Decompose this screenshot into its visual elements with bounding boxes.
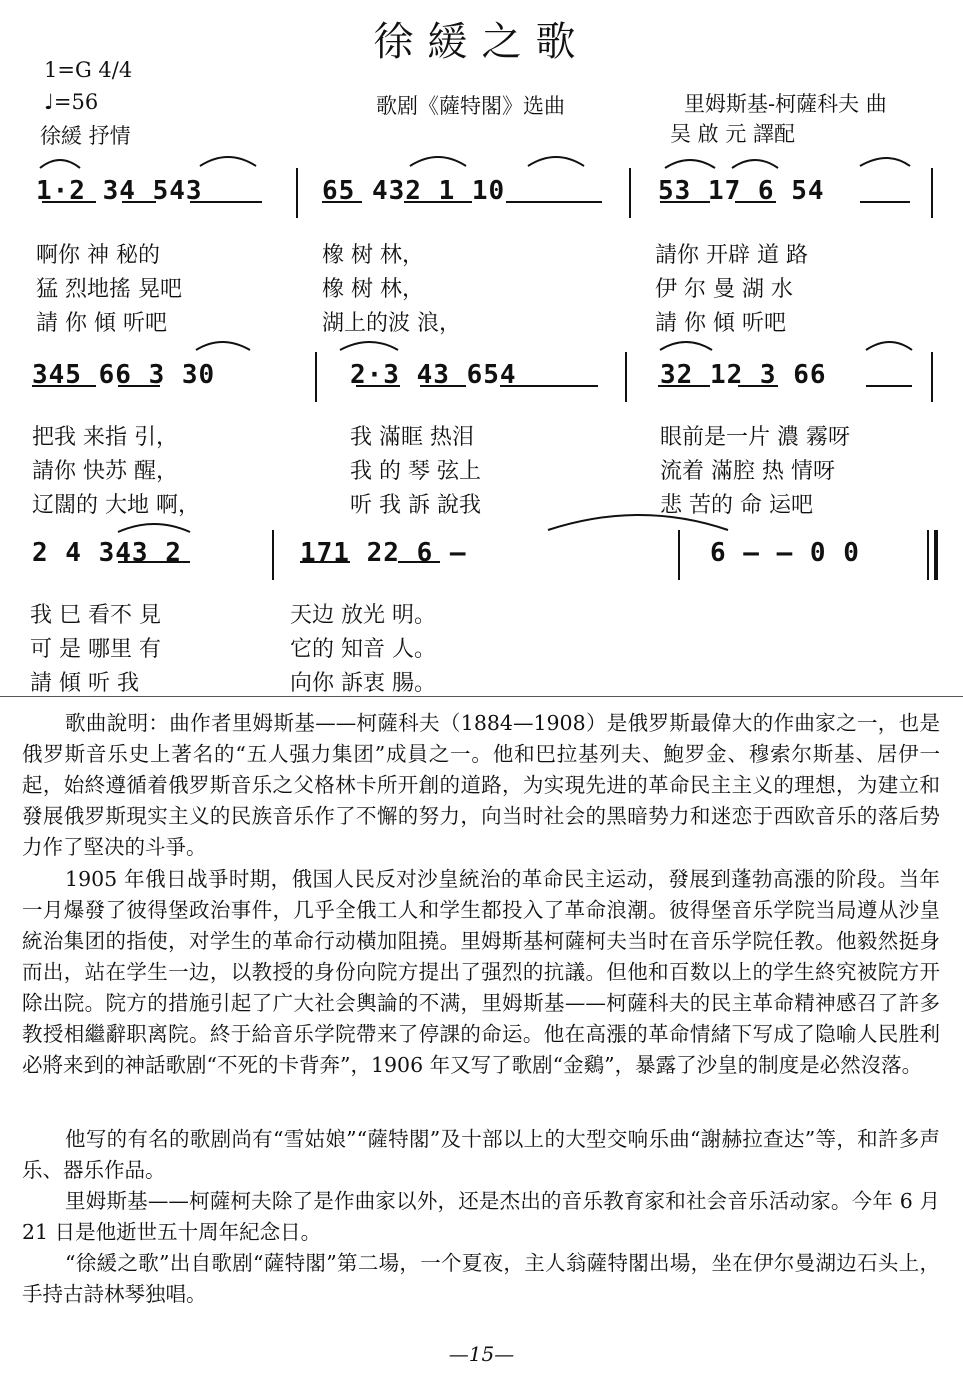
translator-credit: 吴 啟 元 譯配 bbox=[670, 122, 796, 146]
note-paragraph-3: 他写的有名的歌剧尚有“雪姑娘”“薩特閣”及十部以上的大型交响乐曲“謝赫拉查达”等，和許多声乐、器乐作品。 bbox=[22, 1127, 940, 1182]
measure-6: 32 12 3 66 bbox=[660, 360, 827, 390]
lyric-line: 天边 放光 明。 bbox=[290, 603, 436, 628]
lyric-line: 請 你 傾 听吧 bbox=[36, 311, 167, 336]
measure-8: 171 22 6 — bbox=[300, 538, 467, 568]
tempo-marking: ♩=56 bbox=[44, 90, 99, 114]
lyric-line: 請你 快苏 醒， bbox=[32, 459, 178, 484]
expression-marking: 徐緩 抒情 bbox=[40, 124, 131, 148]
lyric-line: 流着 滿腔 热 情呀 bbox=[660, 459, 835, 484]
note-paragraph-2: 1905 年俄日战爭时期，俄国人民反对沙皇統治的革命民主运动，發展到蓬勃高漲的阶段。当年一月爆發了彼得堡政治事件，几乎全俄工人和学生都投入了革命浪潮。彼得堡音乐学院当局遵从沙皇統治集团的指使，对学生的革命行动橫加阻撓。里姆斯基柯薩柯夫当时在音乐学院任教。他毅然挺身而出，站在学生一边，以教授的身份向院方提出了强烈的抗議。但他和百数以上的学生終究被院方开除出院。院方的措施引起了广大社会輿論的不满，里姆斯基——柯薩科夫的民主革命精神感召了許多教授相繼辭职离院。終于給音乐学院帶来了停課的命运。他在高漲的革命情緒下写成了隐喻人民胜利必將来到的神話歌剧“不死的卡背奔”，1906 年又写了歌剧“金鷄”，暴露了沙皇的制度是必然沒落。 bbox=[22, 867, 940, 1077]
note-paragraph-5: “徐緩之歌”出自歌剧“薩特閣”第二場，一个夏夜，主人翁薩特閣出場，坐在伊尔曼湖边石头上，手持古詩林琴独唱。 bbox=[22, 1251, 940, 1306]
source-opera: 歌剧《薩特閣》选曲 bbox=[376, 94, 565, 118]
measure-7: 2 4 343 2 bbox=[32, 538, 182, 568]
measure-9: 6 — — 0 0 bbox=[710, 538, 860, 568]
note-paragraph-4: 里姆斯基——柯薩柯夫除了是作曲家以外，还是杰出的音乐教育家和社会音乐活动家。今年 6 月 21 日是他逝世五十周年紀念日。 bbox=[22, 1189, 940, 1244]
lyric-line: 我 的 琴 弦上 bbox=[350, 459, 481, 484]
lyric-line: 眼前是一片 濃 霧呀 bbox=[660, 425, 850, 450]
measure-5: 2·3 43 654 bbox=[350, 360, 517, 390]
page-number: —15— bbox=[448, 1342, 515, 1366]
lyric-line: 猛 烈地搖 晃吧 bbox=[36, 277, 182, 302]
lyric-line: 橡 树 林， bbox=[322, 243, 424, 268]
lyric-line: 可 是 哪里 有 bbox=[30, 637, 161, 662]
lyric-line: 向你 訴衷 腸。 bbox=[290, 671, 436, 696]
measure-4: 345 66 3 30 bbox=[32, 360, 216, 390]
lyric-line: 伊 尔 曼 湖 水 bbox=[655, 277, 793, 302]
lyric-line: 請你 开辟 道 路 bbox=[655, 243, 808, 268]
composer-credit: 里姆斯基-柯薩科夫 曲 bbox=[684, 92, 887, 116]
lyric-line: 听 我 訴 說我 bbox=[350, 493, 481, 518]
lyric-line: 請 傾 听 我 bbox=[30, 671, 139, 696]
lyric-line: 請 你 傾 听吧 bbox=[655, 311, 786, 336]
lyric-line: 湖上的波 浪， bbox=[322, 311, 461, 336]
lyric-line: 啊你 神 秘的 bbox=[36, 243, 160, 268]
lyric-line: 我 巳 看不 見 bbox=[30, 603, 161, 628]
note-paragraph-1: 歌曲說明：曲作者里姆斯基——柯薩科夫（1884—1908）是俄罗斯最偉大的作曲家之一，也是俄罗斯音乐史上著名的“五人强力集团”成員之一。他和巴拉基列夫、鮑罗金、穆索尔斯基、居伊一起，始終遵循着俄罗斯音乐之父格林卡所开創的道路，为实現先进的革命民主主义的理想，为建立和發展俄罗斯現实主义的民族音乐作了不懈的努力，向当时社会的黑暗势力和迷恋于西欧音乐的落后势力作了堅决的斗爭。 bbox=[22, 711, 940, 859]
divider bbox=[0, 696, 963, 697]
lyric-line: 它的 知音 人。 bbox=[290, 637, 436, 662]
key-signature: 1=G 4/4 bbox=[44, 58, 133, 82]
lyric-line: 把我 来指 引， bbox=[32, 425, 178, 450]
lyric-line: 悲 苦的 命 运吧 bbox=[660, 493, 813, 518]
lyric-line: 橡 树 林， bbox=[322, 277, 424, 302]
song-title: 徐緩之歌 bbox=[373, 19, 590, 65]
lyric-line: 我 滿眶 热泪 bbox=[350, 425, 474, 450]
measure-2: 65 432 1 10 bbox=[322, 176, 506, 206]
measure-1: 1·2 34 543 bbox=[36, 176, 203, 206]
measure-3: 53 17 6 54 bbox=[658, 176, 825, 206]
lyric-line: 辽闊的 大地 啊， bbox=[32, 493, 200, 518]
